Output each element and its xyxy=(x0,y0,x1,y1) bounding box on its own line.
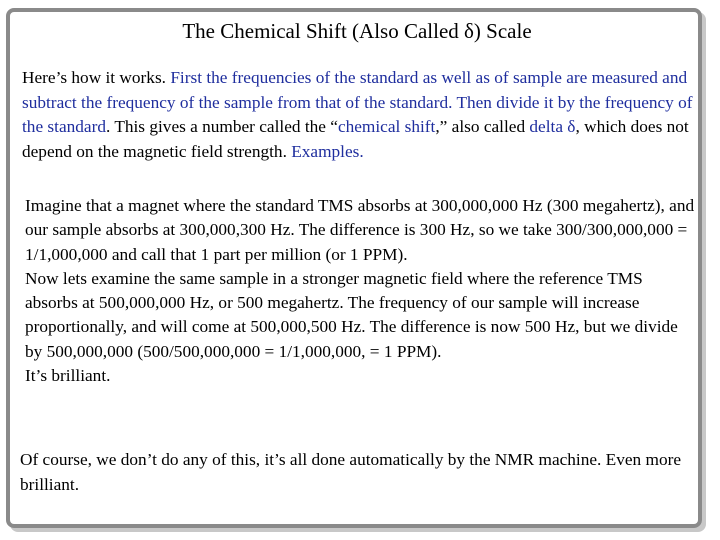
intro-text-4: , which does not depend on the magnetic field strength. xyxy=(22,117,689,161)
intro-highlight-delta: delta δ xyxy=(529,117,576,136)
intro-text-2: . This gives a number called the “ xyxy=(105,117,338,136)
intro-paragraph xyxy=(22,66,698,164)
intro-highlight-chemical-shift: chemical shift xyxy=(337,117,436,136)
closing-paragraph: Of course, we don’t do any of this, it’s all done automatically by the NMR machine. Even more brilliant. xyxy=(20,450,682,494)
example-block xyxy=(25,194,697,388)
slide-title: The Chemical Shift (Also Called δ) Scale xyxy=(182,19,532,43)
example-conclusion: It’s brilliant. xyxy=(25,366,111,386)
example-paragraph-300mhz: Imagine that a magnet where the standard TMS absorbs at 300,000,000 Hz (300 megahertz), and our sample absorbs at 300,000,300 Hz. The difference is 300 Hz, so we take 300/300,000,000 = 1/1,000,000 and call that 1 part per million (or 1 PPM). xyxy=(25,196,695,264)
intro-highlight-procedure: First the frequencies of the standard as well as of sample are measured and subtract the frequency of the sample from that of the standard. Then divide it by the frequency of the standard xyxy=(22,68,693,136)
intro-highlight-examples: Examples. xyxy=(291,141,364,161)
example-paragraph-500mhz: Now lets examine the same sample in a stronger magnetic field where the reference TMS absorbs at 500,000,000 Hz, or 500 megahertz. The frequency of our sample will increase proportionally, and will come at 500,000,500 Hz. The difference is now 500 Hz, but we divide by 500,000,000 (500/500,000,000 = 1/1,000,000, = 1 PPM). xyxy=(25,268,678,361)
intro-text-1: Here’s how it works. xyxy=(22,68,171,87)
intro-text-3: ,” also called xyxy=(435,117,530,136)
